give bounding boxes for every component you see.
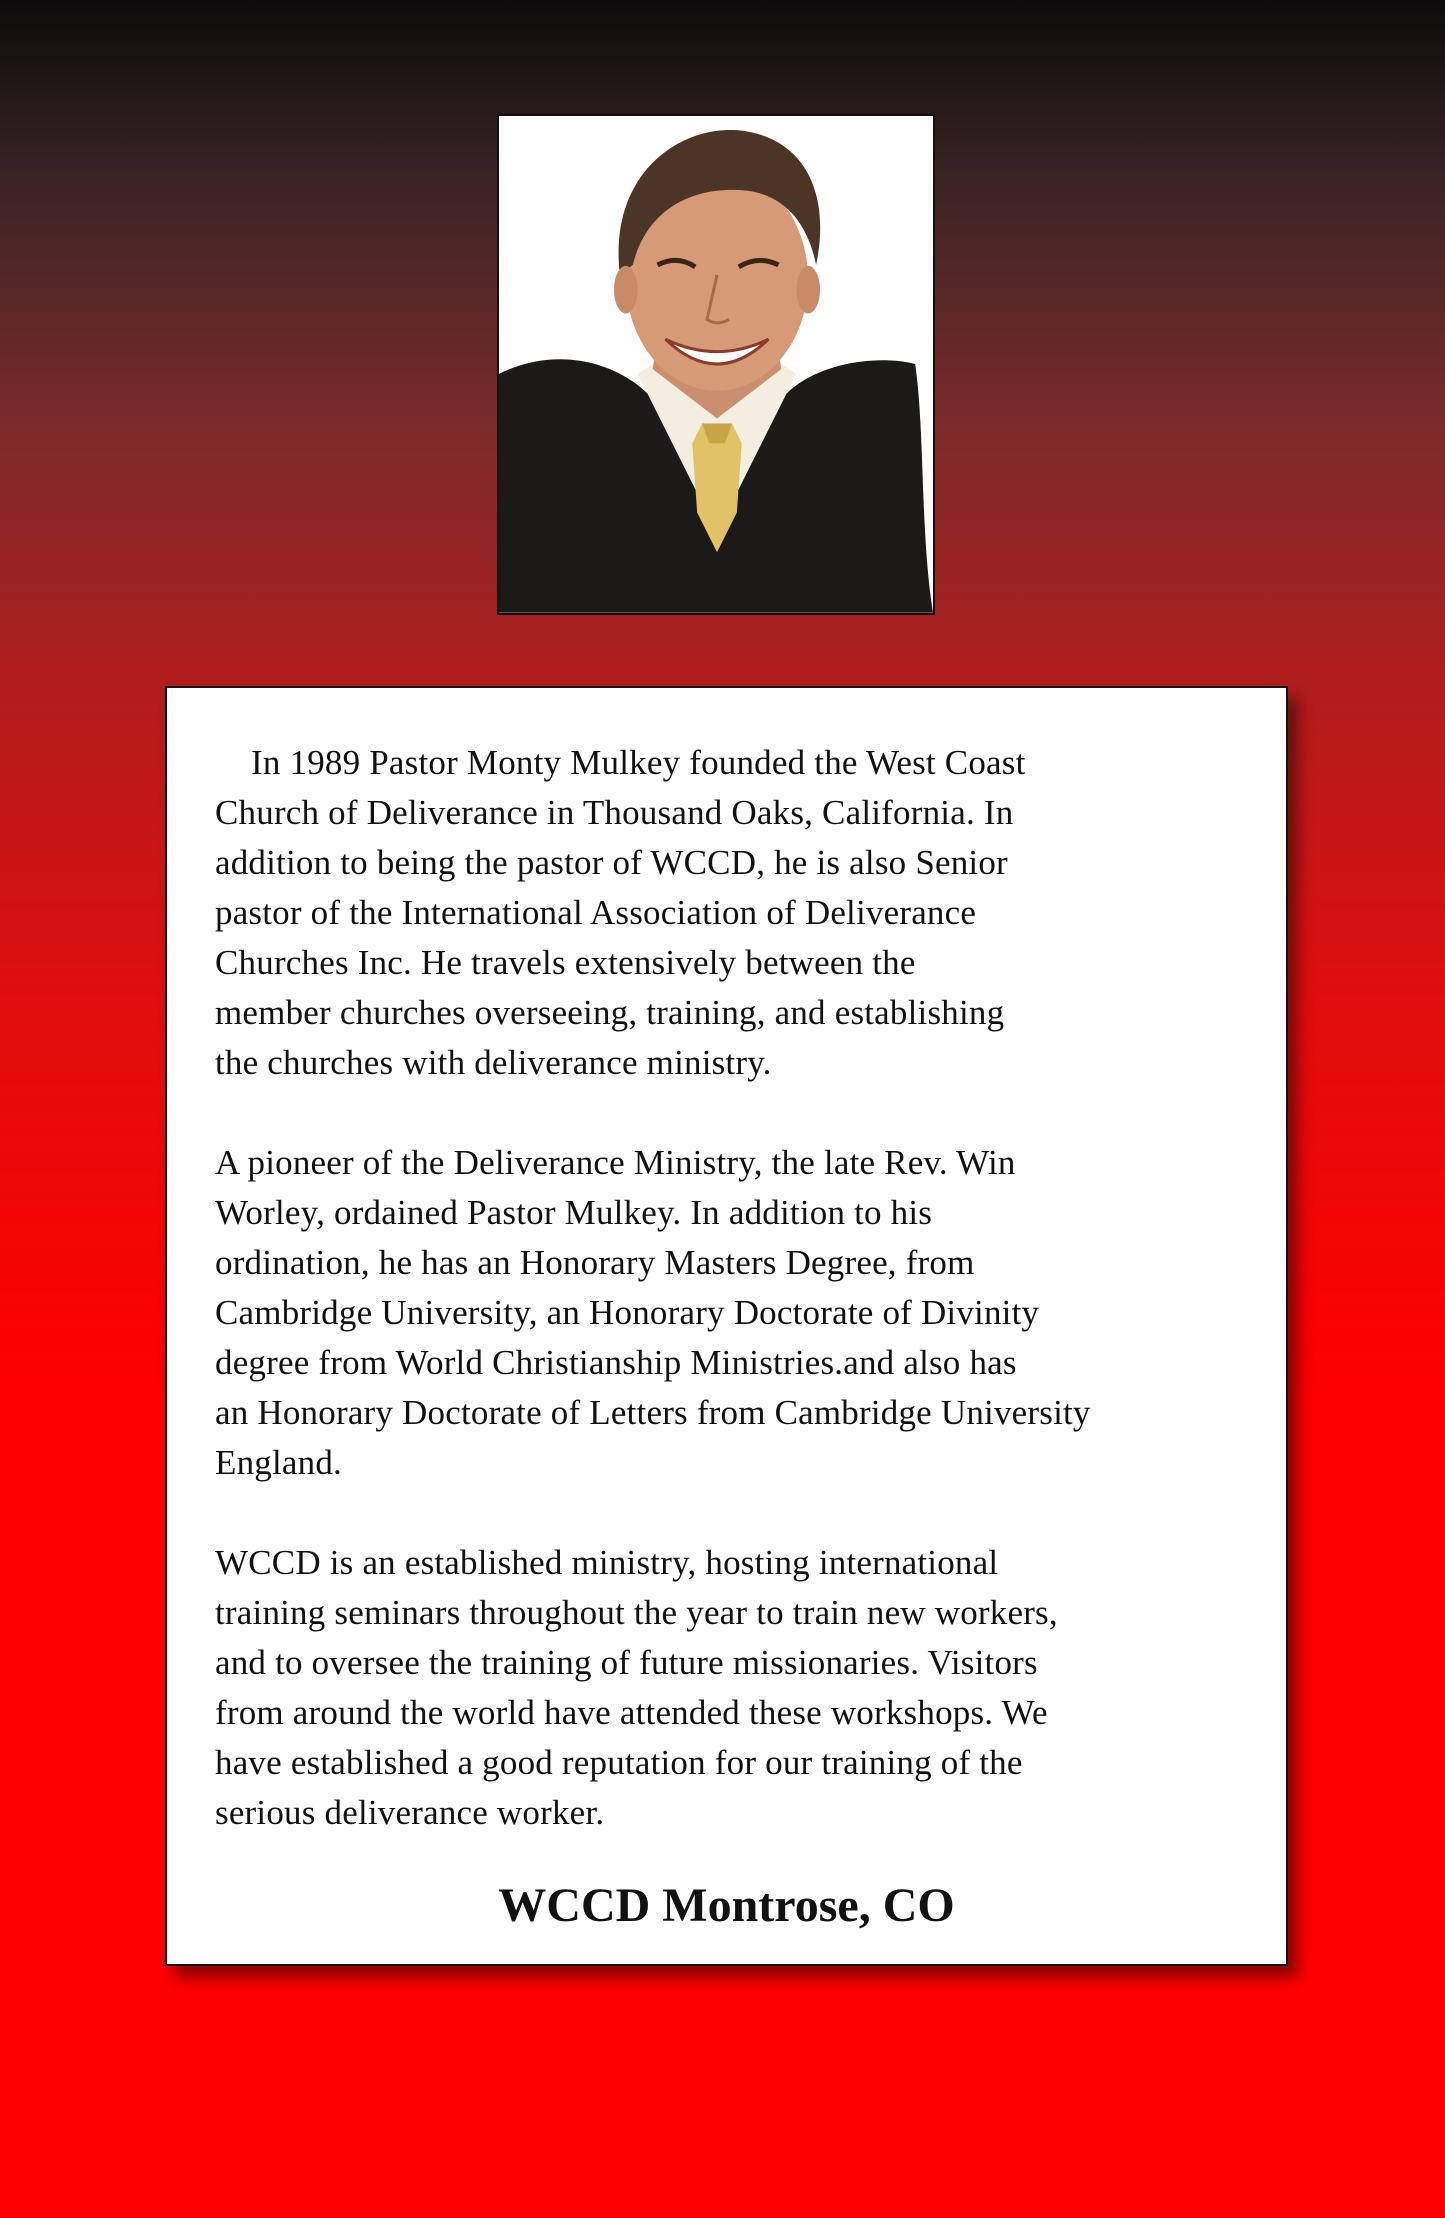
- pastor-portrait-icon: [499, 116, 933, 613]
- signature-location: WCCD Montrose, CO: [498, 1879, 955, 1932]
- pastor-photo: [497, 114, 935, 615]
- bio-paragraph-founding: In 1989 Pastor Monty Mulkey founded the West Coast Church of Deliverance in Thousand Oaks, California. In addition to being the pastor of WCCD, he is also Senior pastor of the International Association of Deliverance Churches Inc. He travels extensively between the member churches overseeing, training, and establishing the churches with deliverance ministry.: [215, 743, 1026, 1082]
- bio-card: [165, 686, 1288, 1966]
- bio-paragraph-ministry: WCCD is an established ministry, hosting international training seminars throughout the year to train new workers, and to oversee the training of future missionaries. Visitors from around the world have attended these workshops. We have established a good reputation for our training of the serious deliverance worker.: [215, 1543, 1058, 1832]
- bio-paragraph-ordination: A pioneer of the Deliverance Ministry, the late Rev. Win Worley, ordained Pastor Mulkey. In addition to his ordination, he has an Honorary Masters Degree, from Cambridge University, an Honorary Doctorate of Divinity degree from World Christianship Ministries.and also has an Honorary Doctorate of Letters from Cambridge University England.: [215, 1143, 1091, 1482]
